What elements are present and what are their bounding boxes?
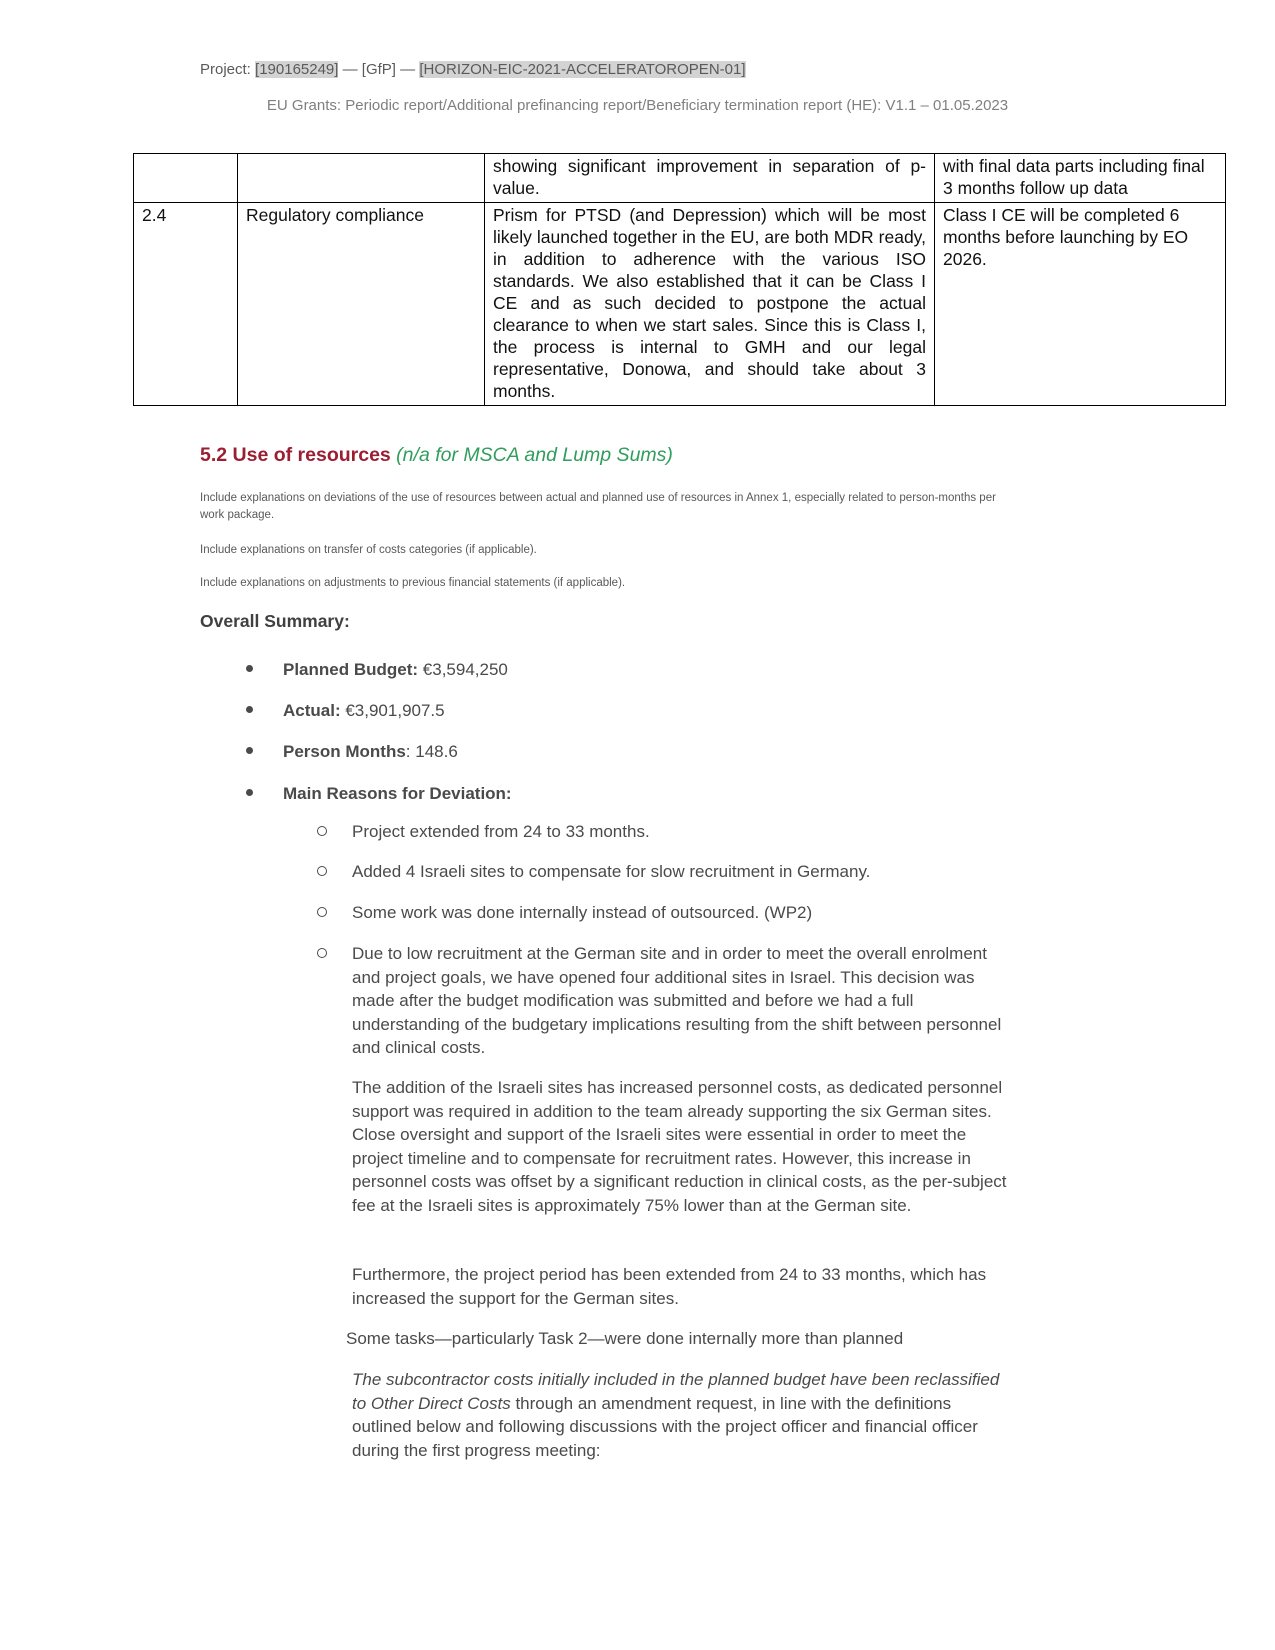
table-cell-title: Regulatory compliance [238,203,485,406]
table-cell-status: Class I CE will be completed 6 months before launching by EO 2026. [935,203,1226,406]
table-row [134,203,1226,406]
overall-summary-heading: Overall Summary: [200,611,350,631]
circle-bullet-icon [317,948,327,958]
table-cell-number: 2.4 [134,203,238,406]
section-subtitle: (n/a for MSCA and Lump Sums) [390,444,673,466]
bullet-icon [246,665,253,672]
body-paragraph: Some tasks—particularly Task 2—were done internally more than planned [346,1329,904,1348]
sub-bullet-text: Due to low recruitment at the German site and in order to meet the overall enrolment and project goals, we have opened four additional sites in Israel. This decision was made after the budget modification was submitted and before we had a full understanding of the budgetary implications resulting from the shift between personnel and clinical costs. [352,944,1002,1057]
project-header-line [200,61,746,78]
table-cell-number [134,154,238,203]
circle-bullet-icon [317,866,327,876]
section-number-title: 5.2 Use of resources [200,444,391,466]
bullet-icon [246,706,253,713]
deliverables-table [133,153,1226,406]
project-label: Project: [200,61,256,78]
body-paragraph: Furthermore, the project period has been extended from 24 to 33 months, which has increased the support for the German sites. [352,1265,987,1308]
sub-bullet-text: Project extended from 24 to 33 months. [352,822,650,841]
bullet-label: Actual: [283,701,341,720]
italic-paragraph-part: The subcontractor costs initially included in the planned budget have been reclassified to Other Direct Costs [352,1370,1000,1413]
table-cell-description: showing significant improvement in separation of p-value. [485,154,935,203]
bullet-value: €3,901,907.5 [340,701,445,720]
bullet-icon [246,789,253,796]
bullet-value: €3,594,250 [418,660,508,679]
sub-bullet-text: Added 4 Israeli sites to compensate for slow recruitment in Germany. [352,862,871,881]
instruction-text: Include explanations on deviations of the use of resources between actual and planned use of resources in Annex 1, especially related to person-months per work package. [200,492,996,521]
table-row [134,154,1226,203]
circle-bullet-icon [317,826,327,836]
body-paragraph [352,1368,1014,1462]
bullet-value: : 148.6 [405,742,458,761]
bullet-label: Main Reasons for Deviation: [283,784,512,803]
call-id-highlighted: [HORIZON-EIC-2021-ACCELERATOROPEN-01] [419,61,746,78]
project-id-highlighted: [190165249] [255,61,339,78]
instruction-text: Include explanations on transfer of costs categories (if applicable). [200,544,537,556]
section-heading [200,444,673,467]
sub-bullet-text: Some work was done internally instead of outsourced. (WP2) [352,903,813,922]
instruction-text: Include explanations on adjustments to previous financial statements (if applicable). [200,577,626,589]
project-separator: — [GfP] — [338,61,420,78]
table-cell-status: with final data parts including final 3 months follow up data [935,154,1226,203]
bullet-icon [246,747,253,754]
body-paragraph: The addition of the Israeli sites has increased personnel costs, as dedicated personnel support was required in addition to the team already supporting the six German sites. Close oversight and support of the Israeli sites were essential in order to meet the project timeline and to compensate for recruitment rates. However, this increase in personnel costs was offset by a significant reduction in clinical costs, as the per-subject fee at the Israeli sites is approximately 75% lower than at the German site. [352,1078,1007,1215]
bullet-label: Planned Budget: [283,660,419,679]
report-type-header: EU Grants: Periodic report/Additional prefinancing report/Beneficiary termination report (HE): V1.1 – 01.05.2023 [266,97,1009,114]
regular-paragraph-part: through an amendment request, in line with the definitions outlined below and following discussions with the project officer and financial officer during the first progress meeting: [352,1393,978,1460]
circle-bullet-icon [317,907,327,917]
bullet-label: Person Months [283,742,406,761]
table-cell-title [238,154,485,203]
table-cell-description: Prism for PTSD (and Depression) which will be most likely launched together in the EU, are both MDR ready, in addition to adherence with the various ISO standards. We also established that it can be Class I CE and as such decided to postpone the actual clearance to when we start sales. Since this is Class I, the process is internal to GMH and our legal representative, Donowa, and should take about 3 months. [485,203,935,406]
